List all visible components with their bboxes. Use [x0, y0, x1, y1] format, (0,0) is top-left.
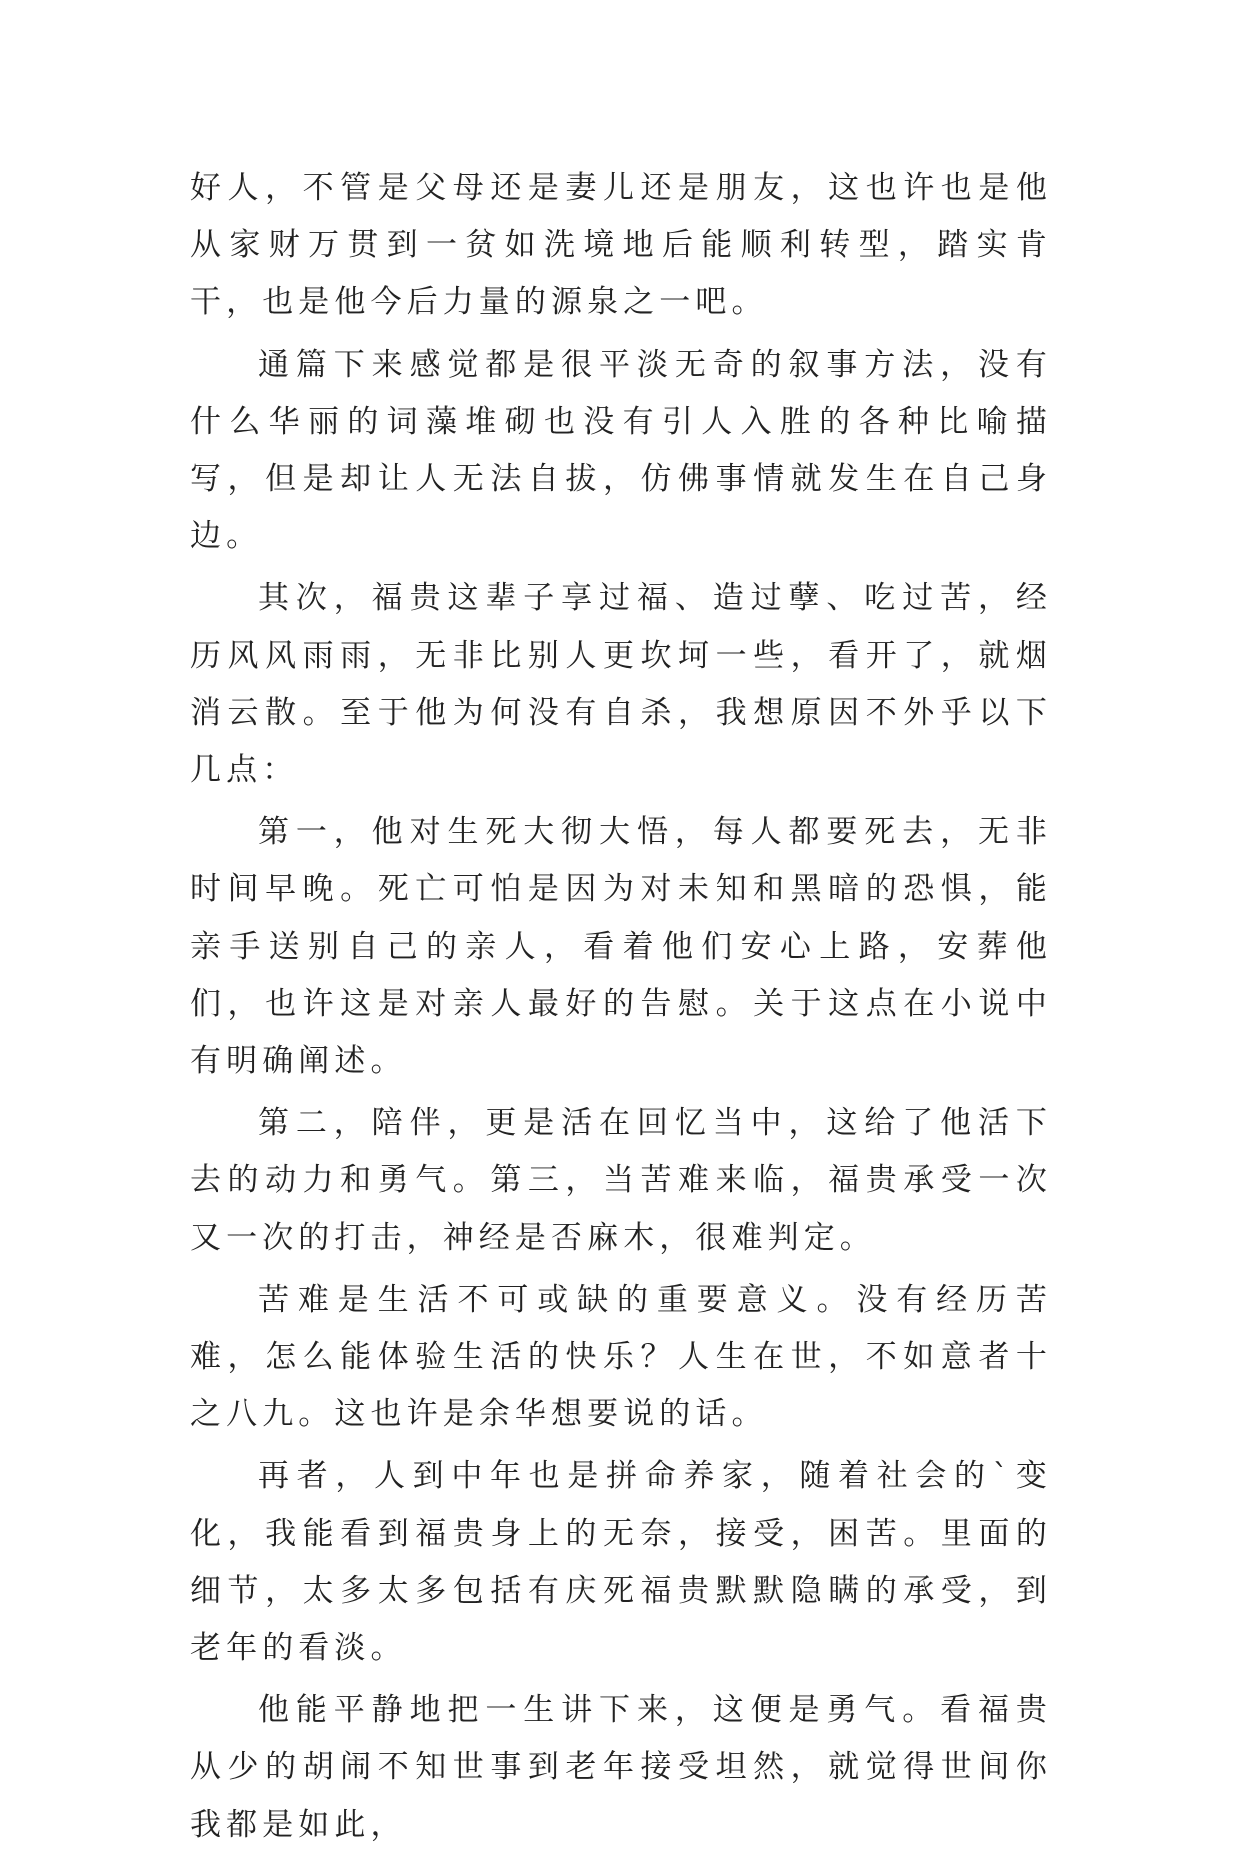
- paragraph-1: 好人，不管是父母还是妻儿还是朋友，这也许也是他从家财万贯到一贫如洗境地后能顺利转型，踏实肯干，也是他今后力量的源泉之一吧。: [190, 170, 1052, 321]
- paragraph-4: 第一，他对生死大彻大悟，每人都要死去，无非时间早晚。死亡可怕是因为对未知和黑暗的恐惧，能亲手送别自己的亲人，看着他们安心上路，安葬他们，也许这是对亲人最好的告慰。关于这点在小说中有明确阐述。: [190, 814, 1052, 1080]
- paragraph-7: 再者，人到中年也是拼命养家，随着社会的`变化，我能看到福贵身上的无奈，接受，困苦。里面的细节，太多太多包括有庆死福贵默默隐瞒的承受，到老年的看淡。: [190, 1458, 1052, 1667]
- paragraph-8: 他能平静地把一生讲下来，这便是勇气。看福贵从少的胡闹不知世事到老年接受坦然，就觉得世间你我都是如此，: [190, 1692, 1052, 1843]
- paragraph-3: 其次，福贵这辈子享过福、造过孽、吃过苦，经历风风雨雨，无非比别人更坎坷一些，看开了，就烟消云散。至于他为何没有自杀，我想原因不外乎以下几点：: [190, 580, 1052, 789]
- body-text: [190, 160, 1052, 1854]
- paragraph-5: 第二，陪伴，更是活在回忆当中，这给了他活下去的动力和勇气。第三，当苦难来临，福贵承受一次又一次的打击，神经是否麻木，很难判定。: [190, 1105, 1052, 1256]
- paragraph-6: 苦难是生活不可或缺的重要意义。没有经历苦难，怎么能体验生活的快乐？人生在世，不如意者十之八九。这也许是余华想要说的话。: [190, 1281, 1052, 1433]
- paragraph-2: 通篇下来感觉都是很平淡无奇的叙事方法，没有什么华丽的词藻堆砌也没有引人入胜的各种比喻描写，但是却让人无法自拔，仿佛事情就发生在自己身边。: [190, 346, 1052, 555]
